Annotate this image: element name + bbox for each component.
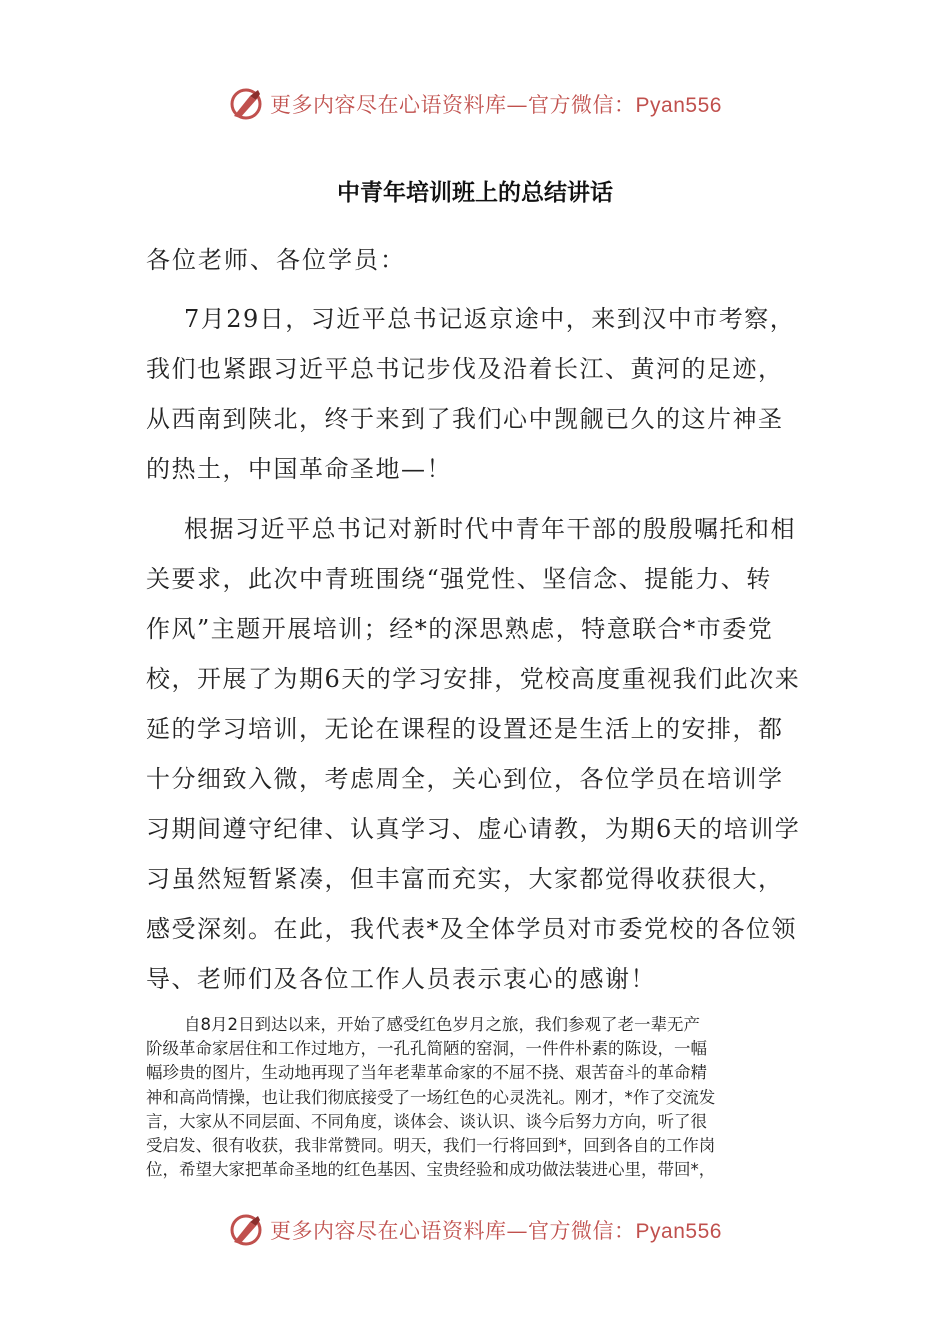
document-title: 中青年培训班上的总结讲话	[337, 180, 613, 206]
paragraph-line: 关要求，此次中青班围绕“强党性、坚信念、提能力、转	[146, 565, 772, 593]
paragraph-line: 校，开展了为期6天的学习安排，党校高度重视我们此次来	[146, 665, 801, 693]
wechat-id: Pyan556	[635, 1220, 722, 1243]
paragraph-line: 习虽然短暂紧凑，但丰富而充实，大家都觉得收获很大，	[146, 865, 784, 893]
paragraph-line: 延的学习培训，无论在课程的设置还是生活上的安排，都	[146, 715, 784, 743]
paragraph-line: 言，大家从不同层面、不同角度，谈体会、谈认识、谈今后努力方向，听了很	[146, 1111, 707, 1131]
header-banner-text: 更多内容尽在心语资料库—官方微信：Pyan556	[270, 93, 722, 117]
paragraph-line: 根据习近平总书记对新时代中青年干部的殷殷嘱托和相	[184, 515, 796, 543]
paragraph-line: 从西南到陕北，终于来到了我们心中觊觎已久的这片神圣	[146, 405, 784, 433]
paragraph-line: 位，希望大家把革命圣地的红色基因、宝贵经验和成功做法装进心里，带回*，	[146, 1160, 716, 1180]
pen-nib-logo-icon	[228, 86, 264, 122]
paragraph-line: 的热土，中国革命圣地—！	[146, 455, 452, 483]
footer-banner-text: 更多内容尽在心语资料库—官方微信：Pyan556	[270, 1219, 722, 1243]
paragraph-line: 我们也紧跟习近平总书记步伐及沿着长江、黄河的足迹，	[146, 355, 784, 383]
paragraph-line: 导、老师们及各位工作人员表示衷心的感谢！	[146, 965, 656, 993]
footer-banner	[0, 1210, 950, 1250]
paragraph-line: 感受深刻。在此，我代表*及全体学员对市委党校的各位领	[146, 915, 797, 943]
paragraph-line: 阶级革命家居住和工作过地方，一孔孔简陋的窑洞，一件件朴素的陈设，一幅	[146, 1039, 707, 1059]
paragraph-line: 自8月2日到达以来，开始了感受红色岁月之旅，我们参观了老一辈无产	[184, 1015, 700, 1034]
header-banner	[0, 84, 950, 124]
paragraph-line: 受启发、很有收获，我非常赞同。明天，我们一行将回到*，回到各自的工作岗	[146, 1136, 716, 1156]
paragraph-line: 神和高尚情操，也让我们彻底接受了一场红色的心灵洗礼。刚才，*作了交流发	[146, 1087, 716, 1107]
paragraph-line: 作风”主题开展培训；经*的深思熟虑，特意联合*市委党	[146, 615, 774, 643]
paragraph-line: 7月29日，习近平总书记返京途中，来到汉中市考察，	[184, 305, 796, 333]
wechat-id: Pyan556	[635, 94, 722, 117]
paragraph-line: 习期间遵守纪律、认真学习、虚心请教，为期6天的培训学	[146, 815, 801, 843]
paragraph-2	[146, 504, 806, 1004]
paragraph-line: 十分细致入微，考虑周全，关心到位，各位学员在培训学	[146, 765, 784, 793]
salutation: 各位老师、各位学员：	[146, 246, 406, 274]
pen-nib-logo-icon	[228, 1212, 264, 1248]
paragraph-3	[146, 1013, 806, 1182]
paragraph-line: 幅珍贵的图片，生动地再现了当年老辈革命家的不屈不挠、艰苦奋斗的革命精	[146, 1063, 707, 1083]
paragraph-1	[146, 294, 806, 494]
